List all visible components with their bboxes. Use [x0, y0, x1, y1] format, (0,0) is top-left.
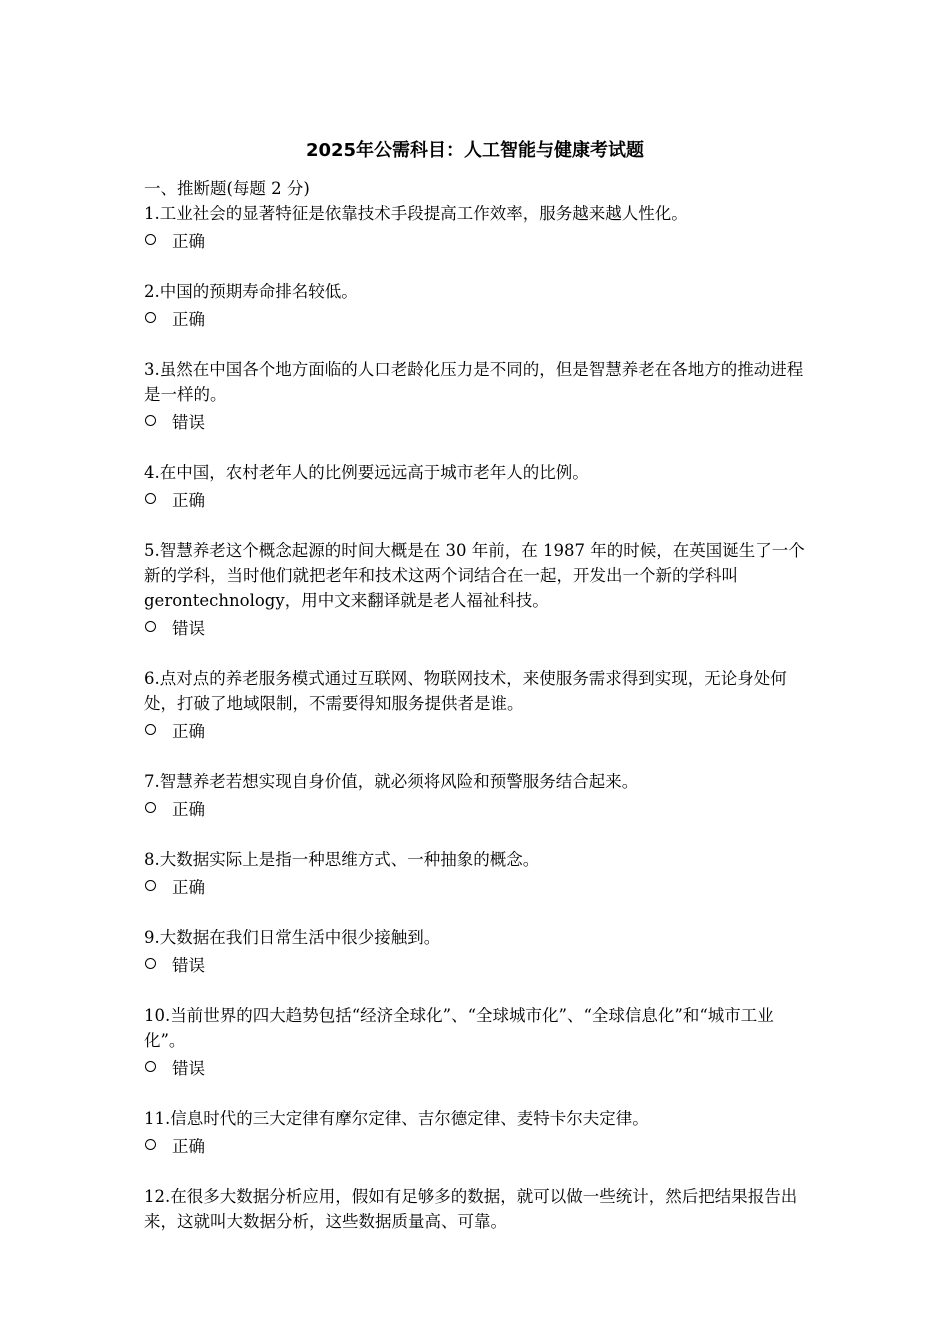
answer-option[interactable]	[144, 1056, 814, 1081]
question-item	[144, 847, 814, 900]
question-text: 6.点对点的养老服务模式通过互联网、物联网技术，来使服务需求得到实现，无论身处何处，打破了地域限制，不需要得知服务提供者是谁。	[144, 669, 787, 713]
document-title: 2025年公需科目：人工智能与健康考试题	[305, 140, 645, 161]
section-heading: 一、推断题(每题 2 分)	[144, 179, 310, 198]
answer-option[interactable]	[144, 307, 814, 332]
radio-circle-icon[interactable]	[145, 880, 156, 891]
question-item	[144, 925, 814, 978]
question-item	[144, 1106, 814, 1159]
answer-label: 错误	[172, 956, 205, 975]
question-item	[144, 769, 814, 822]
question-item	[144, 1184, 814, 1234]
radio-circle-icon[interactable]	[145, 493, 156, 504]
answer-label: 正确	[172, 878, 205, 897]
question-item	[144, 460, 814, 513]
question-item	[144, 201, 814, 254]
answer-option[interactable]	[144, 616, 814, 641]
question-text: 8.大数据实际上是指一种思维方式、一种抽象的概念。	[144, 850, 540, 869]
radio-circle-icon[interactable]	[145, 621, 156, 632]
radio-circle-icon[interactable]	[145, 1061, 156, 1072]
question-item	[144, 279, 814, 332]
answer-label: 正确	[172, 491, 205, 510]
radio-circle-icon[interactable]	[145, 312, 156, 323]
question-text: 7.智慧养老若想实现自身价值，就必须将风险和预警服务结合起来。	[144, 772, 639, 791]
question-item	[144, 1003, 814, 1081]
question-text: 12.在很多大数据分析应用，假如有足够多的数据，就可以做一些统计，然后把结果报告出来，这就叫大数据分析，这些数据质量高、可靠。	[144, 1187, 798, 1231]
radio-circle-icon[interactable]	[145, 724, 156, 735]
answer-label: 正确	[172, 310, 205, 329]
answer-option[interactable]	[144, 488, 814, 513]
question-text: 1.工业社会的显著特征是依靠技术手段提高工作效率，服务越来越人性化。	[144, 204, 688, 223]
answer-option[interactable]	[144, 953, 814, 978]
question-text: 9.大数据在我们日常生活中很少接触到。	[144, 928, 441, 947]
question-text: 3.虽然在中国各个地方面临的人口老龄化压力是不同的，但是智慧养老在各地方的推动进程是一样的。	[144, 360, 804, 404]
question-list	[144, 176, 814, 1259]
radio-circle-icon[interactable]	[145, 415, 156, 426]
answer-option[interactable]	[144, 1134, 814, 1159]
answer-label: 正确	[172, 800, 205, 819]
answer-option[interactable]	[144, 410, 814, 435]
answer-option[interactable]	[144, 229, 814, 254]
answer-label: 错误	[172, 619, 205, 638]
answer-label: 正确	[172, 1137, 205, 1156]
question-text: 10.当前世界的四大趋势包括“经济全球化”、“全球城市化”、“全球信息化”和“城市工业化”。	[144, 1006, 774, 1050]
answer-option[interactable]	[144, 797, 814, 822]
radio-circle-icon[interactable]	[145, 1139, 156, 1150]
answer-label: 错误	[172, 1059, 205, 1078]
question-text: 11.信息时代的三大定律有摩尔定律、吉尔德定律、麦特卡尔夫定律。	[144, 1109, 649, 1128]
answer-option[interactable]	[144, 719, 814, 744]
radio-circle-icon[interactable]	[145, 802, 156, 813]
question-text: 2.中国的预期寿命排名较低。	[144, 282, 358, 301]
answer-label: 正确	[172, 232, 205, 251]
question-item	[144, 666, 814, 744]
question-item	[144, 357, 814, 435]
answer-option[interactable]	[144, 875, 814, 900]
answer-label: 错误	[172, 413, 205, 432]
question-text: 5.智慧养老这个概念起源的时间大概是在 30 年前，在 1987 年的时候，在英国诞生了一个新的学科，当时他们就把老年和技术这两个词结合在一起，开发出一个新的学科叫 gerontechnology，用中文来翻译就是老人福祉科技。	[144, 541, 805, 610]
radio-circle-icon[interactable]	[145, 958, 156, 969]
radio-circle-icon[interactable]	[145, 234, 156, 245]
question-text: 4.在中国，农村老年人的比例要远远高于城市老年人的比例。	[144, 463, 589, 482]
answer-label: 正确	[172, 722, 205, 741]
question-item	[144, 538, 814, 641]
